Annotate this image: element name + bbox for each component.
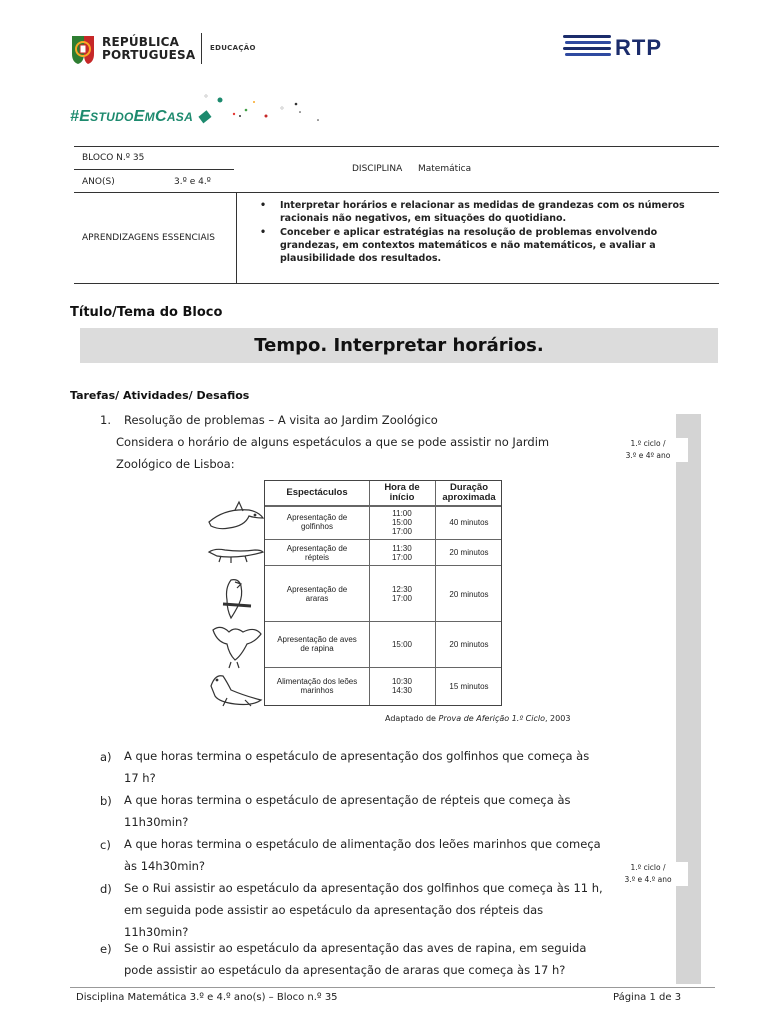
sea-lion-icon [211, 676, 261, 706]
schedule-times: 12:30 17:00 [391, 585, 413, 603]
schedule-row-divider [265, 667, 501, 668]
animal-illustrations [205, 500, 265, 710]
schedule-table [264, 480, 502, 706]
anos-label: ANO(S) [82, 177, 115, 187]
problem-title: Resolução de problemas – A visita ao Jardim Zoológico [124, 413, 438, 427]
question-letter: b) [100, 794, 112, 808]
portuguese-republic-emblem-icon [68, 32, 98, 66]
aprendizagem-item: • Conceber e aplicar estratégias na resolução de problemas envolvendo grandezas, em contextos matemáticos e não matemáticos, e avaliar a plausibilidade dos resultados. [258, 226, 698, 265]
schedule-header: Duração aproximada [442, 482, 496, 503]
rtp-wordmark: RTP [615, 35, 662, 60]
schedule-row-divider [265, 565, 501, 566]
problem-intro: Zoológico de Lisboa: [116, 457, 235, 471]
info-inner-divider [74, 169, 234, 170]
schedule-duration: 20 minutos [449, 590, 489, 599]
schedule-show: Apresentação de aves de rapina [277, 635, 357, 653]
question-text: A que horas termina o espetáculo de apresentação dos golfinhos que começa às 17 h? [124, 749, 590, 785]
disciplina-label: DISCIPLINA [352, 164, 403, 174]
disciplina-value: Matemática [418, 164, 472, 174]
aprendizagem-item: • Interpretar horários e relacionar as medidas de grandezas com os números racionais não negativos, em situações do quotidiano. [258, 199, 698, 225]
bird-of-prey-icon [213, 627, 261, 668]
right-sidebar-bar [676, 414, 701, 984]
question-letter: c) [100, 838, 111, 852]
question-letter: d) [100, 882, 112, 896]
parrot-icon [223, 580, 251, 618]
schedule-show: Apresentação de répteis [286, 544, 348, 562]
anos-value: 3.º e 4.º [174, 177, 211, 187]
cycle-note: 1.º ciclo / 3.º e 4.º ano [608, 862, 688, 886]
footer-divider [70, 987, 715, 988]
info-row-header [74, 147, 719, 193]
schedule-header-divider [265, 505, 501, 507]
republic-wordmark: REPÚBLICA PORTUGUESA [102, 35, 196, 62]
schedule-times: 11:00 15:00 17:00 [391, 509, 413, 536]
schedule-row-divider [265, 539, 501, 540]
question-text: Se o Rui assistir ao espetáculo da apresentação das aves de rapina, em seguida pode assistir ao espetáculo da apresentação de araras que começa às 17 h? [124, 941, 587, 977]
schedule-times: 10:30 14:30 [391, 677, 413, 695]
schedule-show: Apresentação de golfinhos [286, 513, 348, 531]
source-credit: Adaptado de Prova de Aferição 1.º Ciclo, 2003 [385, 714, 571, 723]
aprendizagens-list [258, 199, 698, 266]
question-text: A que horas termina o espetáculo de apresentação de répteis que começa às 11h30min? [124, 793, 571, 829]
schedule-times: 11:30 17:00 [391, 544, 413, 562]
header-divider [201, 33, 202, 64]
info-vertical-divider [236, 193, 237, 283]
decorative-dots-icon [196, 88, 326, 128]
titulo-label: Título/Tema do Bloco [70, 305, 223, 320]
schedule-duration: 20 minutos [449, 640, 489, 649]
problem-number: 1. [100, 413, 111, 427]
schedule-header: Espectáculos [286, 487, 348, 498]
schedule-row-divider [265, 621, 501, 622]
schedule-header: Hora de início [384, 482, 420, 503]
schedule-show: Apresentação de araras [286, 585, 348, 603]
schedule-duration: 40 minutos [449, 518, 489, 527]
aprendizagens-label: APRENDIZAGENS ESSENCIAIS [82, 233, 215, 243]
question-letter: e) [100, 942, 112, 956]
question-letter: a) [100, 750, 112, 764]
schedule-duration: 20 minutos [449, 548, 489, 557]
page-title: Tempo. Interpretar horários. [80, 328, 718, 363]
info-row-aprendizagens [74, 193, 719, 283]
problem-intro: Considera o horário de alguns espetáculos a que se pode assistir no Jardim [116, 435, 550, 449]
reptile-icon [209, 549, 263, 563]
schedule-times: 15:00 [391, 640, 413, 649]
schedule-show: Alimentação dos leões marinhos [276, 677, 358, 695]
department-label: EDUCAÇÃO [210, 44, 256, 52]
page-header [0, 0, 768, 125]
cycle-note: 1.º ciclo / 3.º e 4º ano [608, 438, 688, 462]
block-info-table [74, 146, 719, 284]
question-text: A que horas termina o espetáculo de alimentação dos leões marinhos que começa às 14h30min? [124, 837, 601, 873]
question-text: Se o Rui assistir ao espetáculo da apresentação dos golfinhos que começa às 11 h, em seguida pode assistir ao espetáculo da apresentação dos répteis das 11h30min? [124, 881, 603, 939]
bloco-label: BLOCO N.º 35 [82, 153, 145, 163]
footer-course-info: Disciplina Matemática 3.º e 4.º ano(s) – Bloco n.º 35 [76, 992, 338, 1003]
schedule-duration: 15 minutos [449, 682, 489, 691]
page-number: Página 1 de 3 [613, 992, 682, 1003]
tarefas-heading: Tarefas/ Atividades/ Desafios [70, 389, 250, 402]
dolphin-icon [209, 502, 263, 529]
estudo-em-casa-hashtag: #ESTUDOEMCASA ◆ [70, 108, 211, 125]
